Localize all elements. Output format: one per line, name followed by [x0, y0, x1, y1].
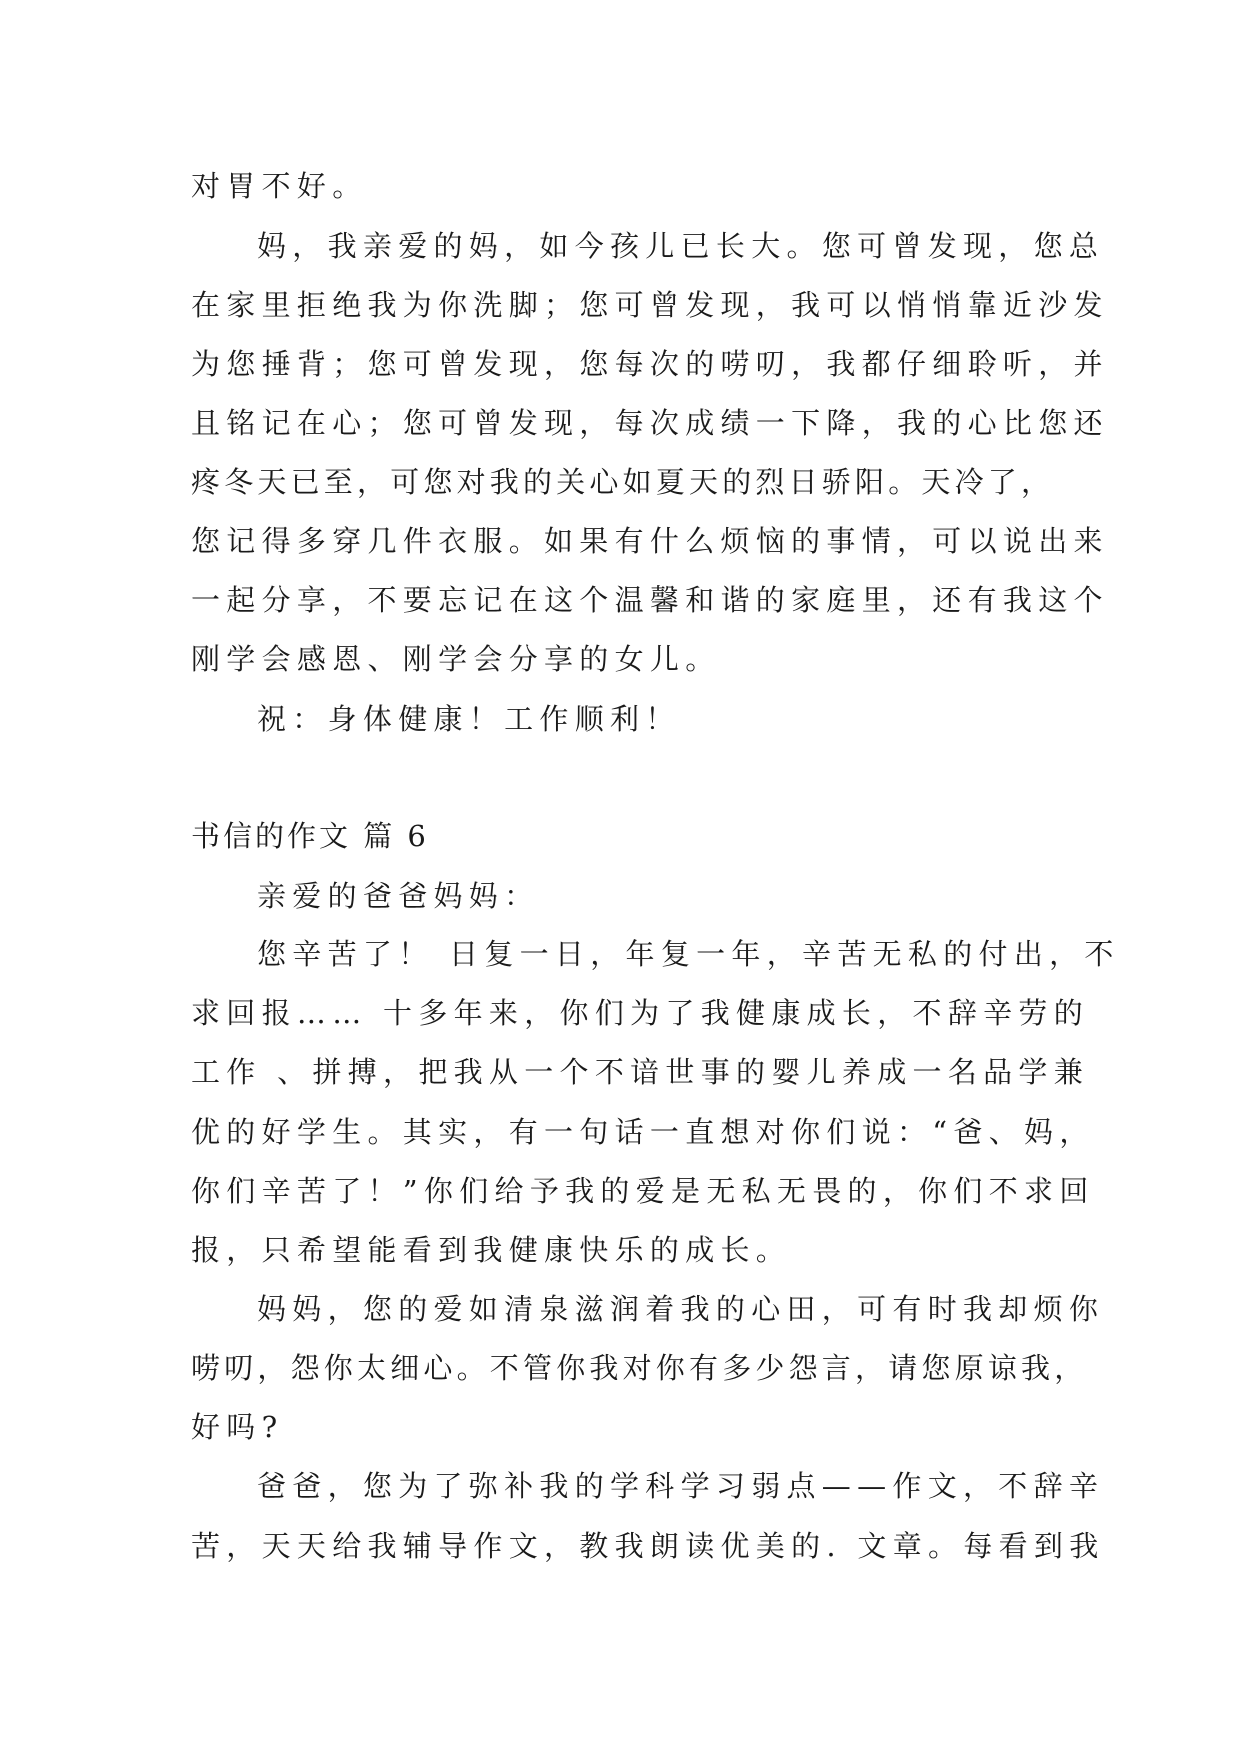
paragraph-line: 爸爸，您为了弥补我的学科学习弱点——作文，不辞辛: [257, 1469, 1105, 1503]
section-heading: 书信的作文 篇 6: [191, 819, 429, 853]
text-line: 好吗?: [191, 1410, 284, 1444]
paragraph-line: 妈妈，您的爱如清泉滋润着我的心田，可有时我却烦你: [257, 1292, 1105, 1326]
text-line: 您记得多穿几件衣服。如果有什么烦恼的事情，可以说出来: [191, 524, 1109, 558]
text-line: 你们辛苦了！”你们给予我的爱是无私无畏的，你们不求回: [191, 1174, 1095, 1208]
text-line: 求回报…… 十多年来，你们为了我健康成长，不辞辛劳的: [191, 996, 1090, 1030]
text-line: 在家里拒绝我为你洗脚；您可曾发现，我可以悄悄靠近沙发: [191, 288, 1109, 322]
text-line: 工作 、拼搏，把我从一个不谙世事的婴儿养成一名品学兼: [191, 1055, 1090, 1089]
paragraph-line: 妈，我亲爱的妈，如今孩儿已长大。您可曾发现，您总: [257, 229, 1105, 263]
paragraph-line: 您辛苦了！ 日复一日，年复一年，辛苦无私的付出，不: [257, 937, 1120, 971]
text-line: 苦，天天给我辅导作文，教我朗读优美的. 文章。每看到我: [191, 1529, 1105, 1563]
text-line: 刚学会感恩、刚学会分享的女儿。: [191, 642, 721, 676]
closing-line: 祝：身体健康！工作顺利！: [257, 702, 681, 736]
text-line: 疼冬天已至，可您对我的关心如夏天的烈日骄阳。天冷了，: [191, 465, 1055, 499]
text-line: 一起分享，不要忘记在这个温馨和谐的家庭里，还有我这个: [191, 583, 1109, 617]
text-line: 为您捶背；您可曾发现，您每次的唠叨，我都仔细聆听，并: [191, 347, 1109, 381]
text-line: 优的好学生。其实，有一句话一直想对你们说：“爸、妈，: [191, 1115, 1095, 1149]
text-line: 报，只希望能看到我健康快乐的成长。: [191, 1233, 792, 1267]
text-line: 且铭记在心；您可曾发现，每次成绩一下降，我的心比您还: [191, 406, 1109, 440]
text-line: 唠叨，怨你太细心。不管你我对你有多少怨言，请您原谅我，: [191, 1351, 1088, 1385]
salutation-line: 亲爱的爸爸妈妈：: [257, 879, 540, 913]
text-line: 对胃不好。: [191, 169, 368, 203]
